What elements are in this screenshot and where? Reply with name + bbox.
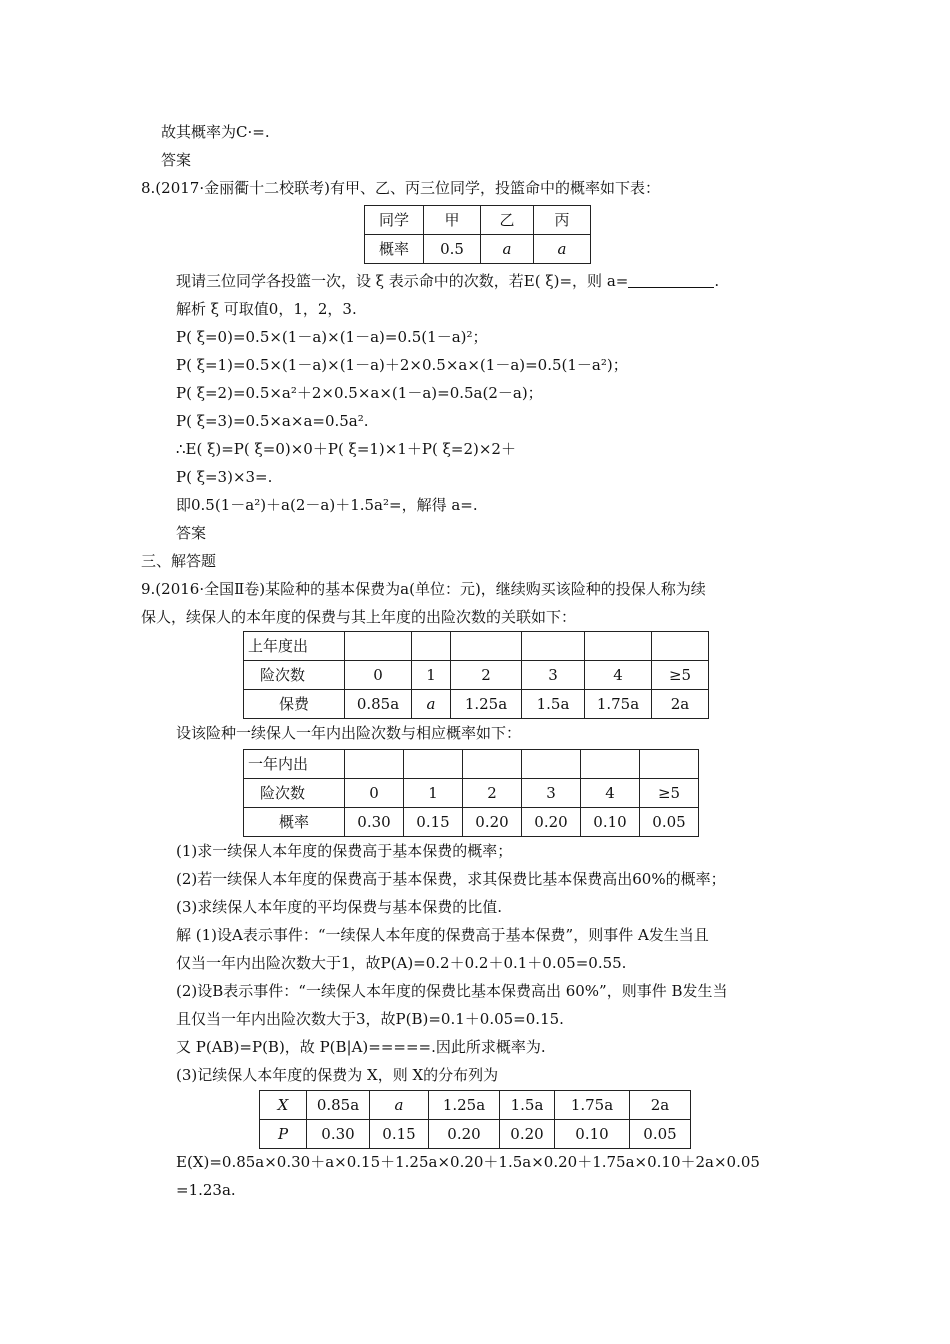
cell: a [412,690,451,719]
answer-label: 答案 [161,151,192,169]
text-line: (2)设B表示事件：“一续保人本年度的保费比基本保费高出 60%”，则事件 B发生当 [176,982,728,1000]
cell: 同学 [365,206,424,235]
cell: 1.25a [451,690,522,719]
q8-title: 8.(2017·金丽衢十二校联考)有甲、乙、丙三位同学，投篮命中的概率如下表： [141,179,660,197]
text-line: E(X)=0.85a×0.30＋a×0.15＋1.25a×0.20＋1.5a×0.20＋1.75a×0.10＋2a×0.05 [176,1153,760,1171]
cell: 0.05 [640,808,699,837]
cell: 1 [404,779,463,808]
cell: 0.10 [555,1120,630,1149]
cell: 0 [345,779,404,808]
cell: 险次数 [244,779,345,808]
table-q9-fees [243,631,709,719]
cell [581,750,640,779]
cell [463,750,522,779]
cell: X [260,1091,307,1120]
cell [522,750,581,779]
text-line: (3)记续保人本年度的保费为 X，则 X的分布列为 [176,1066,499,1084]
text-line: 故其概率为C·=. [161,123,270,141]
table-q9-probs [243,749,699,837]
cell: 0.05 [630,1120,691,1149]
text-line: 仅当一年内出险次数大于1，故P(A)=0.2＋0.2＋0.1＋0.05=0.55. [176,954,627,972]
text-line: 解 (1)设A表示事件：“一续保人本年度的保费高于基本保费”，则事件 A发生当且 [176,926,709,944]
cell [412,632,451,661]
cell: 概率 [244,808,345,837]
cell [522,632,585,661]
cell: 2a [630,1091,691,1120]
cell [404,750,463,779]
cell: ≥5 [652,661,709,690]
cell [345,632,412,661]
text-line: 且仅当一年内出险次数大于3，故P(B)=0.1＋0.05=0.15. [176,1010,564,1028]
text-line: 设该险种一续保人一年内出险次数与相应概率如下： [176,724,522,742]
cell: 1.5a [500,1091,555,1120]
cell: 上年度出 [244,632,345,661]
text-line: P( ξ=1)=0.5×(1－a)×(1－a)＋2×0.5×a×(1－a)=0.5(1－a²)； [176,356,628,374]
section-title: 三、解答题 [141,552,217,570]
cell: 0.5 [424,235,481,264]
cell: 1.5a [522,690,585,719]
cell: 险次数 [244,661,345,690]
cell: P [260,1120,307,1149]
text-line: P( ξ=0)=0.5×(1－a)×(1－a)=0.5(1－a)²； [176,328,488,346]
cell: 乙 [481,206,534,235]
cell: a [534,235,591,264]
cell: 保费 [244,690,345,719]
cell: 1 [412,661,451,690]
table-q8 [364,205,591,264]
cell: 4 [585,661,652,690]
table-q9-distribution [259,1090,691,1149]
text-line: (2)若一续保人本年度的保费高于基本保费，求其保费比基本保费高出60%的概率； [176,870,726,888]
text-line: P( ξ=3)=0.5×a×a=0.5a². [176,412,369,430]
text-line: =1.23a. [176,1181,236,1199]
cell: 甲 [424,206,481,235]
cell: 3 [522,661,585,690]
cell: 2 [463,779,522,808]
cell: 1.75a [555,1091,630,1120]
cell: 0 [345,661,412,690]
q8-stem: 现请三位同学各投篮一次，设 ξ 表示命中的次数，若E( ξ)=，则 a= . [176,272,720,290]
cell [345,750,404,779]
answer-label: 答案 [176,524,207,542]
cell: 3 [522,779,581,808]
cell: 0.20 [463,808,522,837]
text-line: (3)求续保人本年度的平均保费与基本保费的比值. [176,898,503,916]
cell: 0.15 [370,1120,429,1149]
text-line: P( ξ=3)×3=. [176,468,273,486]
text-line: P( ξ=2)=0.5×a²＋2×0.5×a×(1－a)=0.5a(2－a)； [176,384,543,402]
cell: 0.20 [500,1120,555,1149]
cell: 丙 [534,206,591,235]
q9-title: 9.(2016·全国Ⅱ卷)某险种的基本保费为a(单位：元)，继续购买该险种的投保人称为续 [141,580,706,598]
cell: 一年内出 [244,750,345,779]
text-line: 解析 ξ 可取值0，1，2，3. [176,300,357,318]
text-line: 保人，续保人的本年度的保费与其上年度的出险次数的关联如下： [141,608,577,626]
cell: a [370,1091,429,1120]
cell [451,632,522,661]
cell: 4 [581,779,640,808]
cell: 2a [652,690,709,719]
text-line: 即0.5(1－a²)＋a(2－a)＋1.5a²=，解得 a=. [176,496,478,514]
answer-blank [628,273,714,288]
cell: 1.25a [429,1091,500,1120]
cell: 0.10 [581,808,640,837]
cell [652,632,709,661]
cell: 0.30 [345,808,404,837]
cell: ≥5 [640,779,699,808]
text-line: ∴E( ξ)=P( ξ=0)×0＋P( ξ=1)×1＋P( ξ=2)×2＋ [176,440,516,458]
cell: 0.20 [522,808,581,837]
cell [585,632,652,661]
cell: 0.15 [404,808,463,837]
cell: a [481,235,534,264]
cell: 2 [451,661,522,690]
text-line: 又 P(AB)=P(B)，故 P(B|A)=====.因此所求概率为. [176,1038,546,1056]
text-line: (1)求一续保人本年度的保费高于基本保费的概率； [176,842,513,860]
cell: 概率 [365,235,424,264]
cell: 0.85a [345,690,412,719]
cell: 0.30 [307,1120,370,1149]
cell: 0.20 [429,1120,500,1149]
cell: 1.75a [585,690,652,719]
cell [640,750,699,779]
cell: 0.85a [307,1091,370,1120]
